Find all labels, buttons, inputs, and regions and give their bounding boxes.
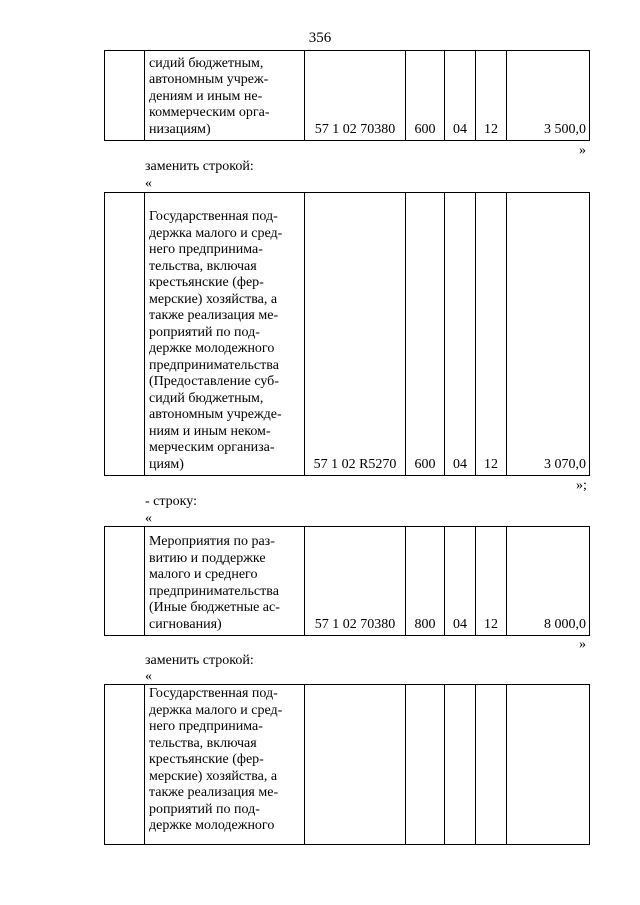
page-number: 356: [308, 30, 332, 46]
csr-cell: 57 1 02 70380: [305, 51, 406, 141]
budget-table-1: [104, 50, 590, 141]
sum-cell: [507, 685, 590, 845]
row-number-cell: [105, 685, 145, 845]
name-cell: [145, 51, 305, 141]
vr-cell: 600: [406, 51, 445, 141]
name-cell: [145, 193, 305, 476]
replace-instruction: заменить строкой:: [145, 159, 254, 174]
open-quote: «: [145, 511, 152, 526]
name-cell: [145, 685, 305, 845]
rz-cell: [445, 685, 476, 845]
open-quote: «: [145, 669, 152, 684]
close-quote: »: [579, 143, 586, 158]
rz-cell: 04: [445, 527, 476, 636]
rz-cell: 04: [445, 193, 476, 476]
sum-cell: 3 500,0: [507, 51, 590, 141]
pr-cell: 12: [476, 527, 507, 636]
table-row: [105, 51, 590, 141]
budget-table-3: [104, 526, 590, 636]
csr-cell: 57 1 02 70380: [305, 527, 406, 636]
close-quote: »: [579, 637, 586, 652]
name-cell: [145, 527, 305, 636]
sum-cell: 3 070,0: [507, 193, 590, 476]
close-quote: »;: [576, 478, 587, 493]
row-number-cell: [105, 527, 145, 636]
replace-instruction: заменить строкой:: [145, 653, 254, 668]
csr-cell: [305, 685, 406, 845]
row-number-cell: [105, 51, 145, 141]
table-row: [105, 685, 590, 845]
pr-cell: 12: [476, 51, 507, 141]
budget-table-4: [104, 684, 590, 845]
line-label: - строку:: [145, 494, 197, 509]
vr-cell: [406, 685, 445, 845]
item-name: сидий бюджетным, автономным учреж- дениям и иным не- коммерческим орга- низациям): [149, 55, 270, 137]
table-row: [105, 193, 590, 476]
pr-cell: [476, 685, 507, 845]
budget-table-2: [104, 192, 590, 476]
vr-cell: 800: [406, 527, 445, 636]
pr-cell: 12: [476, 193, 507, 476]
item-name: Государственная под- держка малого и сред- него предпринима- тельства, включая крестьянские (фер- мерские) хозяйства, а также реализация ме- роприятий по под- держке молодежного: [149, 686, 283, 833]
sum-cell: 8 000,0: [507, 527, 590, 636]
item-name: Государственная под- держка малого и сред- него предпринима- тельства, включая крестьянские (фер- мерские) хозяйства, а также реализация ме- роприятий по под- держке молодежного предпринимательства (Предоставление суб- сидий бюджетным, автономным учрежде- ниям и иным неком- мерческим организа- циям): [149, 209, 283, 472]
table-row: [105, 527, 590, 636]
rz-cell: 04: [445, 51, 476, 141]
open-quote: «: [145, 176, 152, 191]
csr-cell: 57 1 02 R5270: [305, 193, 406, 476]
vr-cell: 600: [406, 193, 445, 476]
item-name: Мероприятия по раз- витию и поддержке малого и среднего предпринимательства (Иные бюджетные ас- сигнования): [149, 534, 280, 632]
row-number-cell: [105, 193, 145, 476]
